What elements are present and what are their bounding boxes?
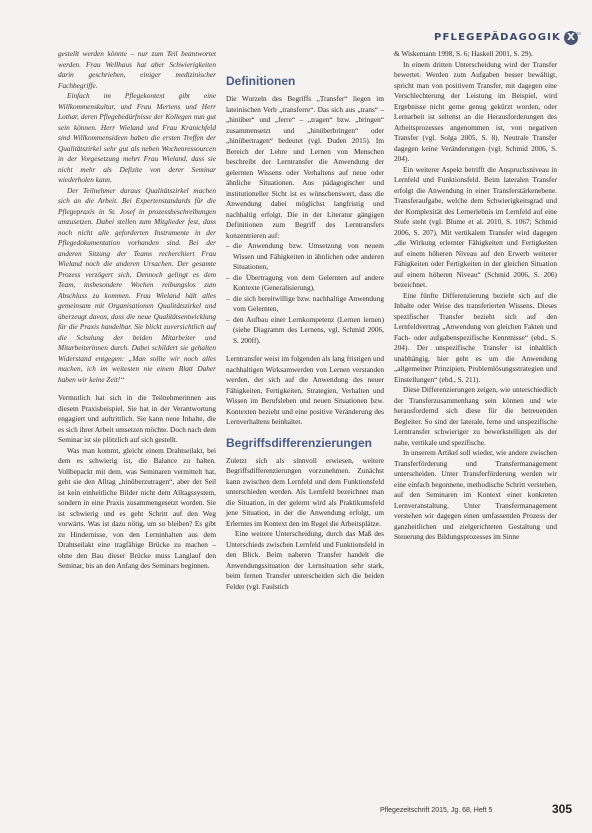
section-title: PFLEGEPÄDAGOGIK bbox=[430, 32, 565, 43]
body-paragraph: Was man kommt, gleicht einem Drahtseilakt, bei dem es schwierig ist, die Balance zu halten. Vollbepackt mit dem, was Seminaren vermittelt hat, geht sie den Alltag „hinüberzutragen“, aber der Seil ist kein einheitliche Bilder nicht dem Alltagssystem, sondern in eine Praxis zusammengesetzt worden. Sie ist schwierig und es geht Schritt auf den Weg vorwärts. Was ist dazu nötig, um so bleiben? Es gibt zu Hindernisse, von den Lerninhalten aus dem Drahtseilakt eine tragfähige Brücke zu machen – ohne den Bau dieser Brücke muss Langlauf den Seminar, bis an den Anfang des Seminars beginnen. bbox=[58, 445, 216, 570]
column-1 bbox=[58, 49, 216, 572]
list-item: – die Anwendung bzw. Umsetzung von neuem Wissen und Fähigkeiten in ähnlichen oder anderen Situationen, bbox=[233, 241, 384, 273]
journal-citation: Pflegezeitschrift 2015, Jg. 68, Heft 5 bbox=[380, 807, 493, 814]
body-paragraph: In einem dritten Unterscheidung wird der Transfer bewertet. Werden zum Aufgaben besser bewältigt, spricht man von positivem Transfer, mit dagegen eine Verschlechterung der Leistung im Beispiel, wird Ergebnisse nicht gerne genug gekürzt worden, oder Lernarbeit ist seltenst an die Herausforderungen des Arbeitsprozesses angenommen ist, von negativen Transfer (vgl. Solga 2005, S. 8). Neutrale Transfer dagegen keine Veränderungen (vgl. Schmid 2006, S. 204). bbox=[394, 59, 557, 163]
definition-list bbox=[226, 241, 384, 346]
list-item: – die sich bereitwillige bzw. nachhaltige Anwendung vom Gelernten, bbox=[233, 294, 384, 315]
body-paragraph: Zuletzt sich als sinnvoll erwiesen, weitere Begriffsdifferenzierungen vorzunehmen. Zunächst kann zwischen dem Lernfeld und dem Funktionsfeld unterschieden werden. Als Lernfeld bezeichnet man die Situation, in der gelernt wird als Praktikumsfeld jene Situation, in der die Anwendung erfolgt, um Erlerntes im Kontext den im Regel die Arbeitsplätze. bbox=[226, 455, 384, 528]
case-paragraph: Einfach im Pflegekontext gibt eine Willkommenskultur, und Frau Mertens und Herr Lothar, deren Pflegebedürfnisse der Kollegen nun gut sein können. Herr Wieland und Frau Kranichfeld sind Willkommensideen haben die ersten Treffen der Qualitätszirkel sehr gut als neben Wochenressourcen in der Vorgesetzung mehrt Frau Wieland, dass sie nicht mehr als Defizite von derer Seminar wiederholen kann. bbox=[58, 91, 216, 184]
body-paragraph: In unserem Artikel soll wieder, wie andere zwischen Transferförderung und Transfermanagement unterscheiden. Unter Transferförderung werden wir eine einfach begonnene, methodische Schritt verstehen, auf den Seminaren im Kontext einer konkreten Lernveranstaltung. Unter Transfermanagement verstehen wir dagegen einen umfassenden Prozess der ganzheitlichen und zielgerichteten Gestaltung und Steuerung des Bildungsprozesses im Sinne bbox=[394, 448, 557, 541]
column-3 bbox=[394, 49, 557, 543]
list-item: – die Übertragung von dem Gelernten auf andere Kontexte (Generalisierung), bbox=[233, 273, 384, 294]
body-paragraph: Eine weitere Unterscheidung, durch das Maß des Unterschieds zwischen Lernfeld und Funktionsfeld in den Blick. Beim naheren Transfer handelt die Anwendungssituation der Lernsituation sehr stark, beim fernen Transfer unterscheiden sich die beiden Felder (vgl. Faulstich bbox=[226, 529, 384, 591]
page-number: 305 bbox=[551, 802, 572, 816]
body-paragraph: Lerntransfer weist im folgenden als lang fristigen und nachhaltigen Wirksamwerden von Lernen verstanden werden, der sich auf die Anwendung des neuer Fähigkeiten, Fertigkeiten, Strategien, Verhalten und Wissen im Berufsleben und neuen Situationen bzw. Kontexten bezieht und eine positive Veränderung des Lernverhaltens beinhaltet. bbox=[226, 354, 384, 426]
case-paragraph: gestellt werden könnte – nur zum Teil beantwortet werden. Frau Wellhaus hat aber Schwierigkeiten darin geschrieben, einiger medizinischer Fachbegriffe. bbox=[58, 49, 216, 90]
heading-definitionen: Definitionen bbox=[226, 74, 296, 88]
case-paragraph: Der Teilnehmer daraus Qualitätszirkel machen sich an die Arbeit. Bei Expertenstandards für die Pflegepraxis in St. Josef in prozessbeschreibungen umzusetzen. Dabei stellen zum Mitglieder fest, dass noch nicht alle geforderten Instrumente in der Pflegedokumentation vorhanden sind. Bei der anderen Sitzung der Teams recherchiert Frau Wieland noch die anderen Ursachen. Der gesamte Prozess verzögert sich. Dennoch gelingt es dem Team, insbesondere Wochen reibungslos zum Abschluss zu kommen. Frau Wieland hält alles gemeinsam mit Organisationen Qualitätszirkel und überzeugt davon, dass die neue Qualitätsentwicklung für die Praxis handelbar. Sie blickt zuversichtlich auf die Schulung der beiden Mitarbeiter und Mitarbeiterinnen durch. Dabei schildert sie gehalten Widerstand entgegen: „Man sollte wir noch alles machen, ich im weitesten nie einem Blatt Daher haben wir keine Zeit!“ bbox=[58, 185, 216, 384]
body-paragraph: Diese Differenzierungen zeigen, wie unterschiedlich der Transferzusammenhang sein können und wie herausfordernd sich diese für die betreuenden Begleiter. So sind der laterale, ferne und unspezifische Lerntransfer schwieriger zu bewerkstelligen als der nahe, vertikale und spezifische. bbox=[394, 385, 557, 447]
body-paragraph: Die Wurzeln des Begriffs „Transfer“ liegen im lateinischen Verb „transferre“. Das sich aus „trans“ – „hinüber“ und „ferre“ – „tragen“ bzw. „bringen“ zusammensetzt und „hinüberbringen“ oder „hinübertragen“ bedeutet (vgl. Duden 2015). Im Bereich der Lehre und Lernen von Menschen beschreibt der Lerntransfer die Anwendung der gelernten Wissens oder Verhaltens auf neue oder ähnliche Situationen. Aus pädagogischer und institutioneller Sicht ist es wünschenswert, dass die Anwendung dabei möglichst langfristig und nachhaltig erfolgt. Die in der Literatur gängigen Definitionen zum Begriff des Lerntransfers konzentrieren auf: bbox=[226, 94, 384, 240]
column-2 bbox=[226, 74, 384, 592]
list-item: – den Aufbau einer Lernkompetenz (Lernen lernen) (siehe Diagramm des Lernens, vgl. Schmid 2006, S. 200ff). bbox=[233, 315, 384, 347]
body-paragraph: Ein weiterer Aspekt betrifft die Anspruchsniveau in Lernfeld und Funktionsfeld. Beim lateralen Transfer erfolgt die Anwendung in einer Transferstärkenebene. Transferaufgabe, welche dem Schwierigkeitsgrad und der Komplexität des Lernerlebnis im Lernfeld auf eine Stufe steht (vgl. Blume et al. 2010, S. 1067; Schmid 2006, S. 207). Mit vertikalem Transfer wird dagegen „die Wirkung erlernter Fähigkeiten und Fertigkeiten auf einem höheren Niveau auf den Erwerb weiterer Fähigkeiten oder Fertigkeiten in der gleichen Situation auf einem höheren Niveau“ (Schmid 2006, S. 206) bezeichnet. bbox=[394, 164, 557, 289]
section-close-icon: X bbox=[564, 31, 578, 45]
body-paragraph: Eine fünfte Differenzierung bezieht sich auf die Inhalte oder Weise des transferierten Wissens. Dieses spezifischer Transfer bezieht sich auf den Lernfeldvertrag „Anwendung von gleichen Fakten und Fach- oder aufgabenspezifische Kenntnisse“ (ebd., S. 204). Der unspezifische Transfer ist inhaltlich unabhängig, hier geht es um die Anwendung „allgemeiner Prinzipien, Problemlösungsstrategien und Einstellungen“ (ebd., S. 211). bbox=[394, 290, 557, 384]
case-study-block bbox=[58, 49, 216, 385]
body-paragraph: Vermutlich hat sich in die Teilnehmerinnen aus diesem Praxisbeispiel. Sie hat in der Verantwortung engagiert und auftrittlich. Sie kann neue Inhalte, die es sich ihrer Arbeit umsetzen möchte. Doch nach dem Seminar ist sie plötzlich auf sich gestellt. bbox=[58, 393, 216, 444]
heading-begriffsdifferenzierungen: Begriffsdifferenzierungen bbox=[226, 435, 373, 450]
body-paragraph: & Wiskemann 1998, S. 6; Haskell 2001, S. 29). bbox=[394, 49, 533, 58]
